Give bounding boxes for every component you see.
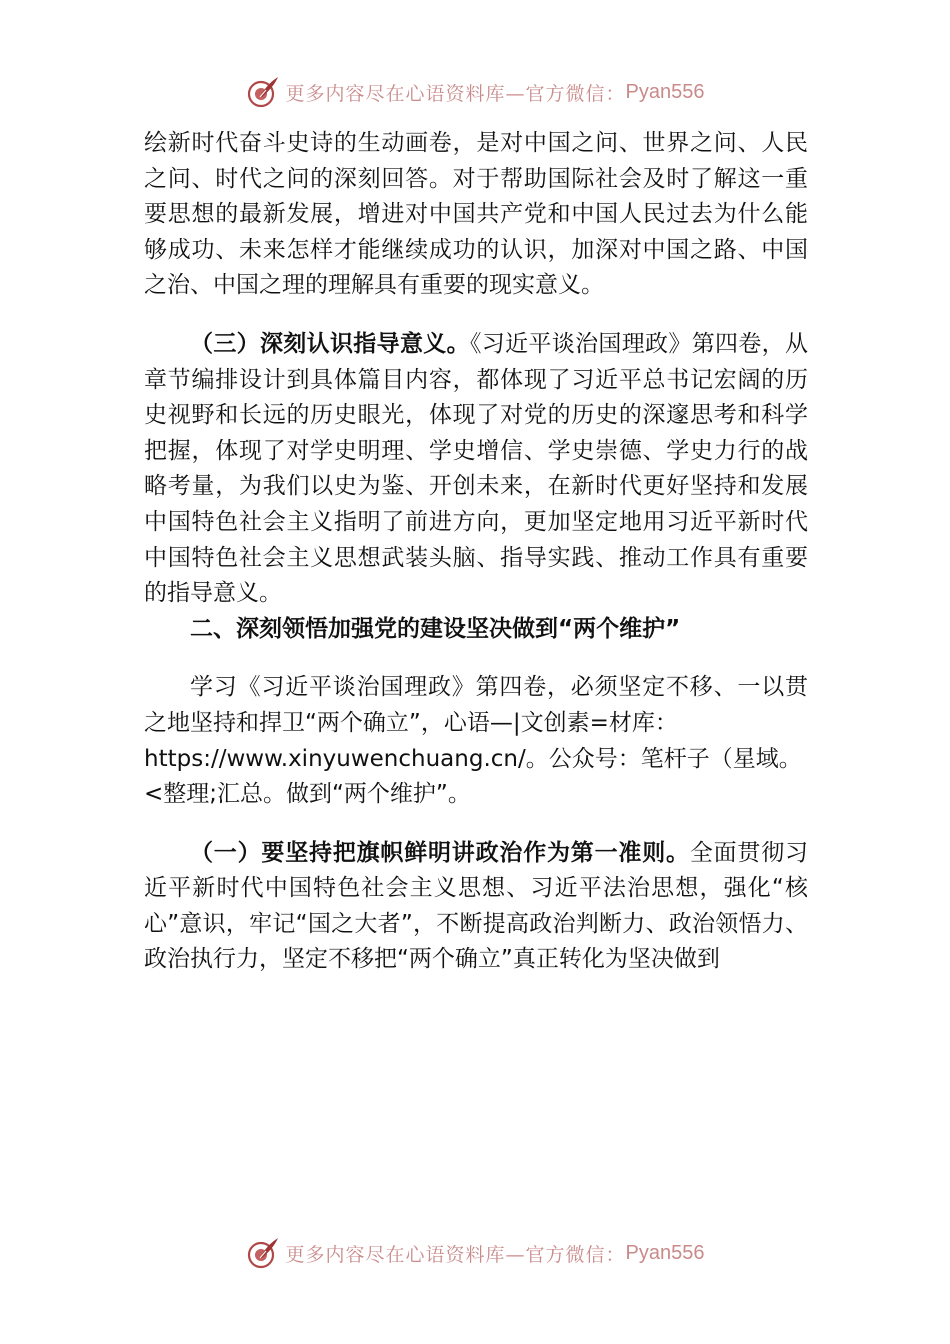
paragraph-2	[144, 327, 808, 612]
banner-wechat-id: Pyan556	[625, 80, 705, 103]
section-heading-2: 二、深刻领悟加强党的建设坚决做到“两个维护”	[190, 615, 681, 642]
paragraph-3	[144, 670, 808, 812]
footer-watermark-banner	[0, 1233, 950, 1273]
document-body	[144, 126, 808, 978]
quill-logo-icon	[246, 1236, 280, 1270]
banner-text: 更多内容尽在心语资料库—官方微信：	[285, 82, 626, 105]
paragraph-3-line-1: 学习《习近平谈治国理政》第四卷，必须坚定不移、一以贯之地坚持和捍卫“两个确立”，心语—|文创素=材库：	[144, 674, 808, 736]
paragraph-4	[144, 836, 808, 978]
paragraph-2-lead: （三）深刻认识指导意义。	[190, 330, 470, 357]
paragraph-4-lead: （一）要坚持把旗帜鲜明讲政治作为第一准则。	[190, 839, 690, 866]
paragraph-2-body: 《习近平谈治国理政》第四卷，从章节编排设计到具体篇目内容，都体现了习近平总书记宏阔的历史视野和长远的历史眼光，体现了对党的历史的深邃思考和科学把握，体现了对学史明理、学史增信、学史崇德、学史力行的战略考量，为我们以史为鉴、开创未来，在新时代更好坚持和发展中国特色社会主义指明了前进方向，更加坚定地用习近平新时代中国特色社会主义思想武装头脑、指导实践、推动工作具有重要的指导意义。	[144, 330, 809, 607]
header-watermark-banner	[0, 72, 950, 112]
paragraph-1: 绘新时代奋斗史诗的生动画卷，是对中国之问、世界之问、人民之问、时代之问的深刻回答。对于帮助国际社会及时了解这一重要思想的最新发展，增进对中国共产党和中国人民过去为什么能够成功、未来怎样才能继续成功的认识，加深对中国之路、中国之治、中国之理的理解具有重要的现实意义。	[144, 130, 808, 299]
paragraph-3-url: https://www.xinyuwenchuang.cn/。公众号：笔杆子（星域。	[144, 745, 802, 772]
banner-wechat-id: Pyan556	[625, 1241, 705, 1264]
paragraph-3-line-3: <整理;汇总。做到“两个维护”。	[144, 781, 471, 808]
banner-text: 更多内容尽在心语资料库—官方微信：	[285, 1243, 626, 1266]
quill-logo-icon	[246, 75, 280, 109]
paragraph-4-body: 全面贯彻习近平新时代中国特色社会主义思想、习近平法治思想，强化“核心”意识，牢记“国之大者”，不断提高政治判断力、政治领悟力、政治执行力，坚定不移把“两个确立”真正转化为坚决做到	[144, 839, 809, 973]
